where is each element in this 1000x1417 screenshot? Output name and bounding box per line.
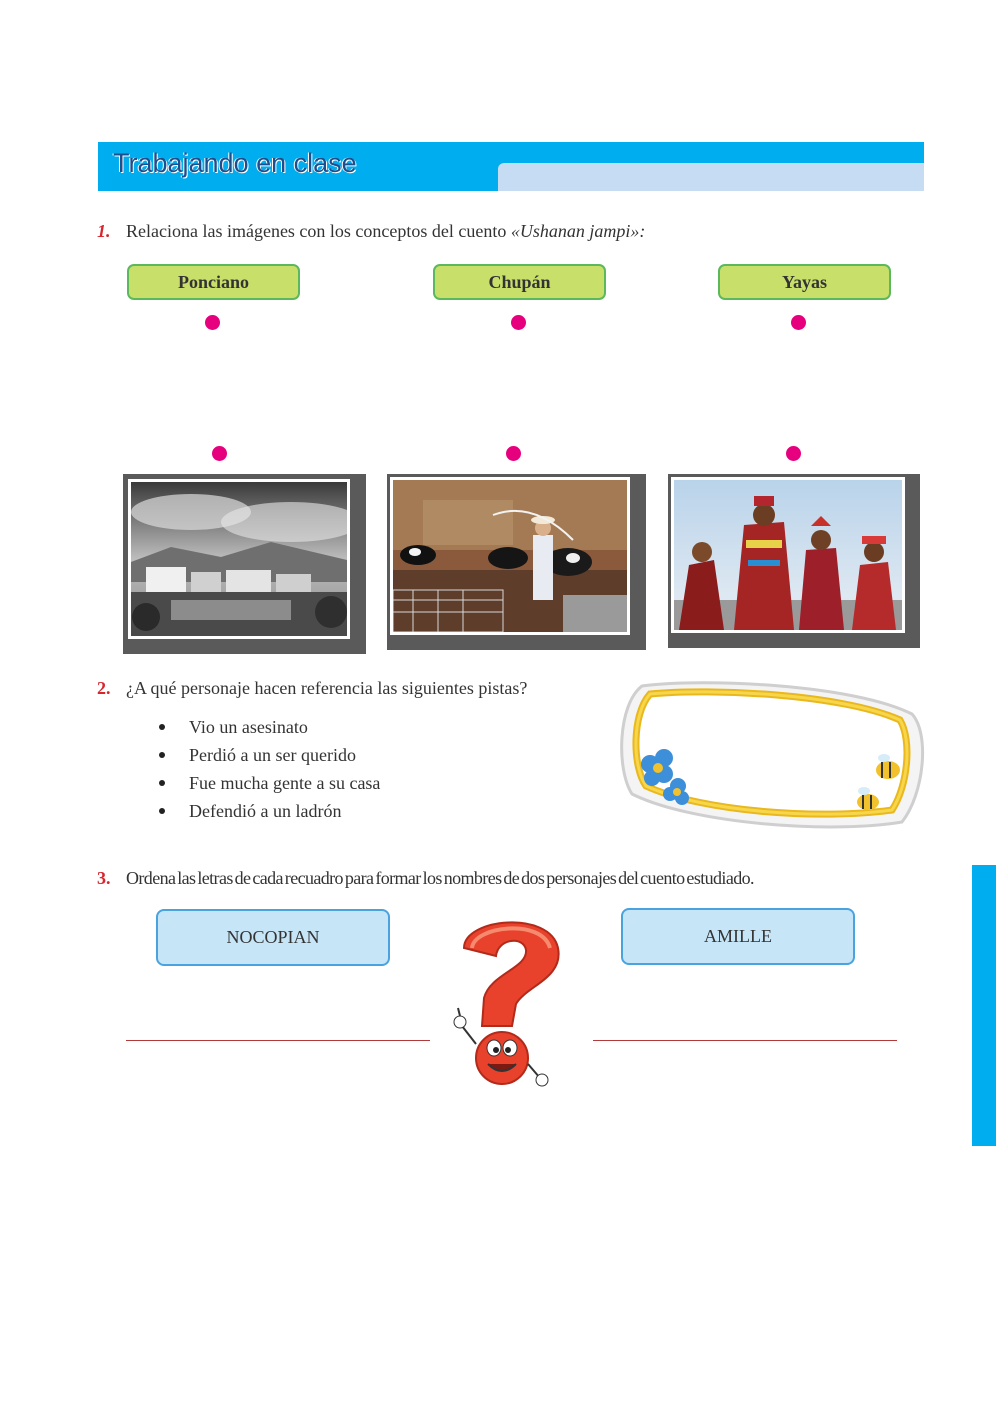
clue-item-4 <box>155 797 380 825</box>
concept-box-ponciano[interactable]: Ponciano <box>127 264 300 300</box>
photo-frame-yayas <box>668 474 920 648</box>
bullet-icon <box>159 724 165 730</box>
page-title: Trabajando en clase <box>113 148 357 178</box>
clue-text-2: Perdió a un ser querido <box>189 744 356 765</box>
answer-frame-input[interactable] <box>612 674 926 834</box>
bullet-icon <box>159 780 165 786</box>
clue-item-2 <box>155 741 380 769</box>
connector-dot-top-3[interactable] <box>791 315 806 330</box>
farm-photo <box>390 477 630 635</box>
photo-frame-farm <box>387 474 646 650</box>
answer-line-1[interactable] <box>126 1040 430 1041</box>
bullet-icon <box>159 808 165 814</box>
yayas-photo <box>671 477 905 633</box>
question-mark-character-icon <box>446 908 568 1098</box>
connector-dot-bottom-3[interactable] <box>786 446 801 461</box>
clue-item-3 <box>155 769 380 797</box>
q2-text: ¿A qué personaje hacen referencia las siguientes pistas? <box>126 678 528 698</box>
clue-text-3: Fue mucha gente a su casa <box>189 772 381 793</box>
clue-list <box>155 713 380 825</box>
connector-dot-bottom-1[interactable] <box>212 446 227 461</box>
concept-box-chupan[interactable]: Chupán <box>433 264 606 300</box>
q3-number: 3. <box>97 868 111 888</box>
scramble-box-2: AMILLE <box>621 908 855 965</box>
town-photo <box>128 479 350 639</box>
q2-number: 2. <box>97 678 111 698</box>
photo-frame-town <box>123 474 366 654</box>
connector-dot-bottom-2[interactable] <box>506 446 521 461</box>
header-banner-accent <box>498 163 924 191</box>
q1-text-prefix: Relaciona las imágenes con los conceptos del cuento <box>126 221 511 241</box>
bullet-icon <box>159 752 165 758</box>
clue-text-1: Vio un asesinato <box>189 716 308 737</box>
yayas-photo-image <box>674 480 902 630</box>
clue-text-4: Defendió a un ladrón <box>189 800 342 821</box>
connector-dot-top-1[interactable] <box>205 315 220 330</box>
town-photo-image <box>131 482 347 636</box>
clue-item-1 <box>155 713 380 741</box>
q1-story-title: «Ushanan jampi»: <box>510 221 646 241</box>
answer-line-2[interactable] <box>593 1040 897 1041</box>
farm-photo-image <box>393 480 627 632</box>
connector-dot-top-2[interactable] <box>511 315 526 330</box>
q1-number: 1. <box>97 221 111 241</box>
q3-text: Ordena las letras de cada recuadro para formar los nombres de dos personajes del cuento estudiado. <box>126 868 754 888</box>
side-tab <box>972 865 996 1146</box>
q1-text <box>126 221 645 242</box>
concept-box-yayas[interactable]: Yayas <box>718 264 891 300</box>
scramble-box-1: NOCOPIAN <box>156 909 390 966</box>
